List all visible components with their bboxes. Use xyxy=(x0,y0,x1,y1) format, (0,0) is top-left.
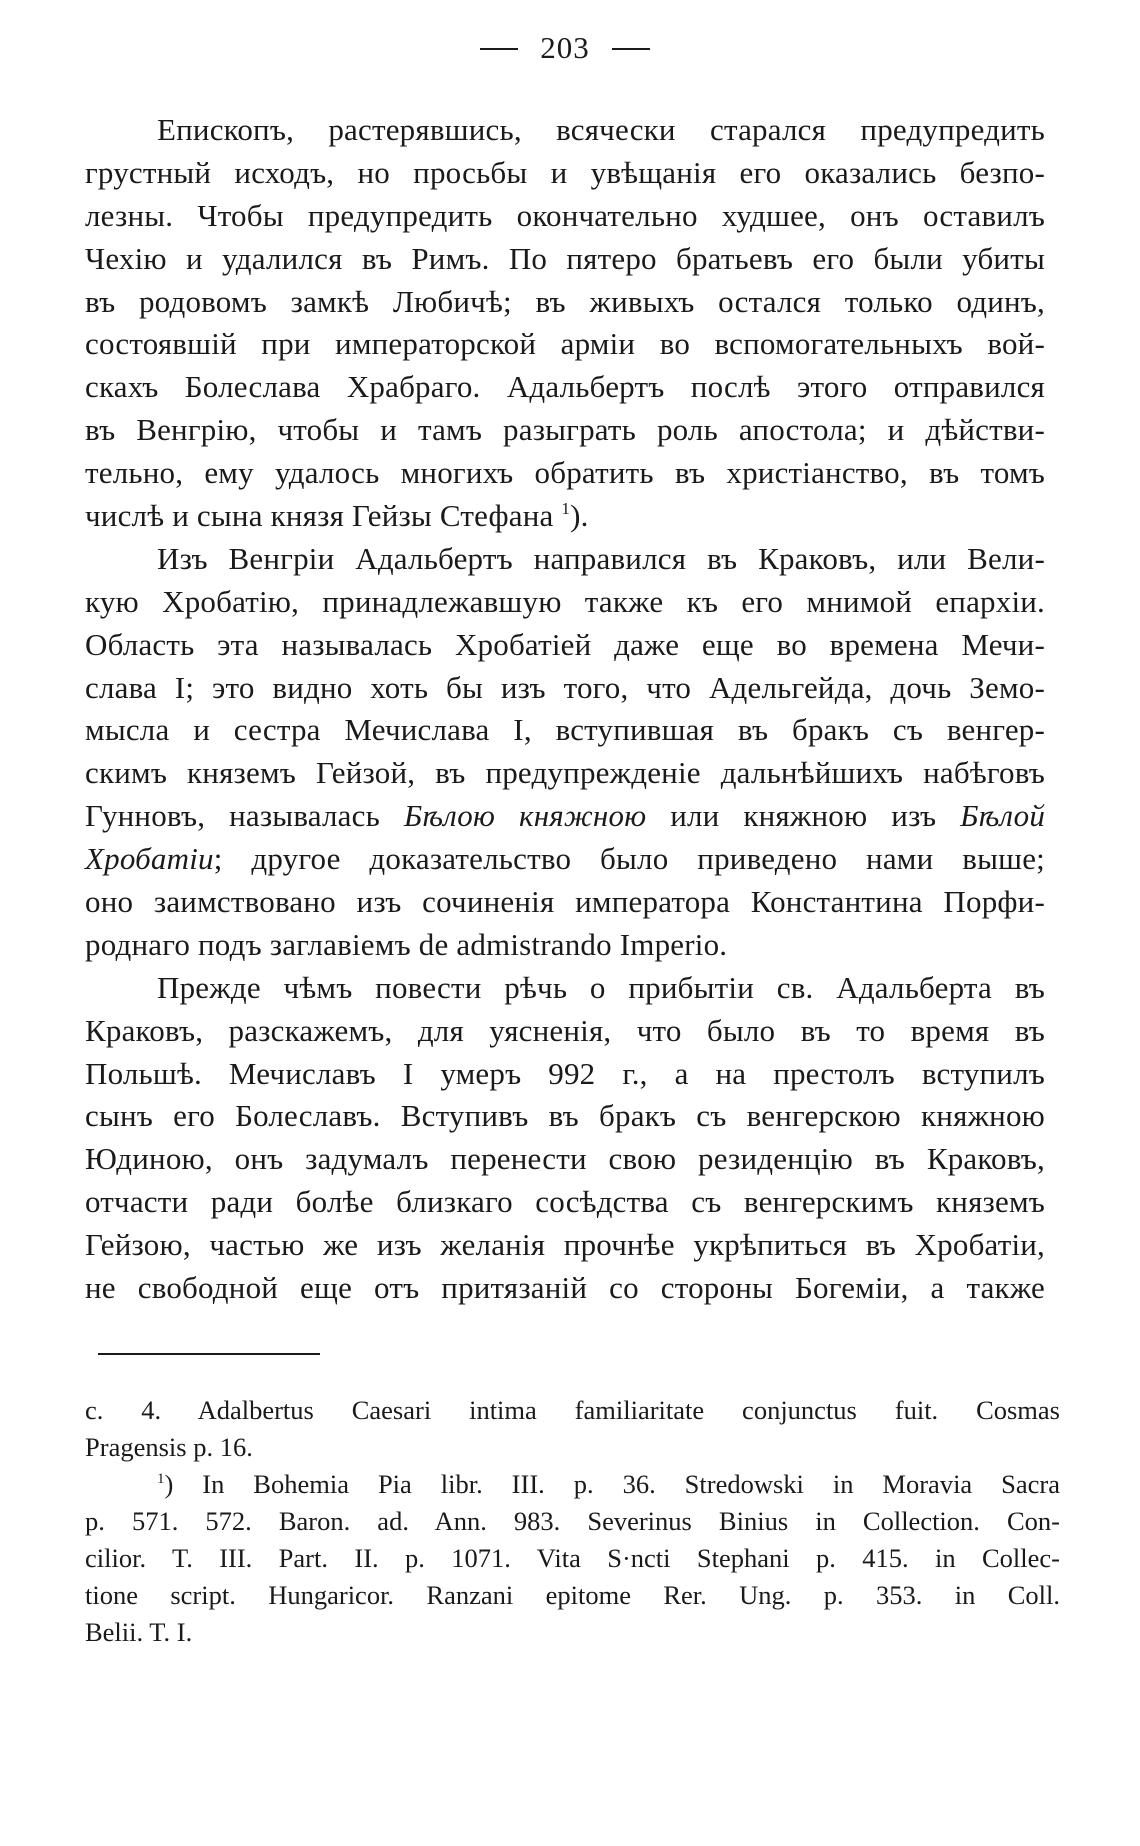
text-line: состоявшій при императорской арміи во вспомогательныхъ вой- xyxy=(85,326,1045,362)
text-line: Польшѣ. Мечиславъ I умеръ 992 г., а на престолъ вступилъ xyxy=(85,1055,1045,1091)
text-line xyxy=(85,838,1045,881)
text-line: сынъ его Болеславъ. Вступивъ въ бракъ съ венгерскою княжною xyxy=(85,1098,1045,1134)
paragraph-1 xyxy=(85,109,1045,538)
text-fragment: ; другое доказательство было приведено нами выше; xyxy=(213,841,1045,877)
left-dash-ornament xyxy=(480,48,518,50)
paragraph-2 xyxy=(85,538,1045,967)
footnote-line: Pragensis p. 16. xyxy=(85,1432,253,1462)
footnote-1 xyxy=(85,1466,1060,1651)
text-line: Область эта называлась Хробатіей даже еще во времена Мечи- xyxy=(85,626,1045,662)
text-line: лезны. Чтобы предупредить окончательно худшее, онъ оставилъ xyxy=(85,197,1045,233)
text-line: грустный исходъ, но просьбы и увѣщанія его оказались безпо- xyxy=(85,154,1045,190)
footnote-reference[interactable]: 1 xyxy=(561,499,571,519)
text-line: скимъ княземъ Гейзой, въ предупрежденіе дальнѣйшихъ набѣговъ xyxy=(85,755,1045,791)
footnote-separator-rule xyxy=(98,1353,320,1355)
text-line: не свободной еще отъ притязаній со стороны Богеміи, а также xyxy=(85,1270,1045,1306)
text-line: кую Хробатію, принадлежавшую также къ его мнимой епархіи. xyxy=(85,583,1045,619)
text-line: тельно, ему удалось многихъ обратить въ христіанство, въ томъ xyxy=(85,455,1045,491)
right-dash-ornament xyxy=(612,48,650,50)
text-line: мысла и сестра Мечислава I, вступившая въ бракъ съ венгер- xyxy=(85,712,1045,748)
text-line: Епископъ, растерявшись, всячески старался предупредить xyxy=(157,112,1045,147)
footnote-continuation xyxy=(85,1392,1060,1466)
footnote-line: c. 4. Adalbertus Caesari intima familiaritate conjunctus fuit. Cosmas xyxy=(85,1395,1060,1425)
footnote-marker: 1 xyxy=(157,1471,165,1487)
footnotes xyxy=(85,1392,1060,1651)
text-line: Чехію и удалился въ Римъ. По пятеро братьевъ его были убиты xyxy=(85,240,1045,276)
page-number-header xyxy=(0,28,1130,68)
text-line: въ родовомъ замкѣ Любичѣ; въ живыхъ остался только одинъ, xyxy=(85,283,1045,319)
text-line: скахъ Болеслава Храбраго. Адальбертъ послѣ этого отправился xyxy=(85,369,1045,405)
text-line: Изъ Венгріи Адальбертъ направился въ Краковъ, или Вели- xyxy=(157,540,1045,576)
text-line: Прежде чѣмъ повести рѣчь о прибытіи св. Адальберта въ xyxy=(157,969,1045,1005)
text-line: Юдиною, онъ задумалъ перенести свою резиденцію въ Краковъ, xyxy=(85,1141,1045,1177)
text-fragment: ). xyxy=(570,498,589,534)
text-line xyxy=(85,795,1045,838)
footnote-line xyxy=(85,1466,1060,1503)
page-number: 203 xyxy=(540,30,590,65)
main-text xyxy=(85,109,1045,1310)
footnote-line: cilior. T. III. Part. II. p. 1071. Vita S·ncti Stephani p. 415. in Collec- xyxy=(85,1543,1060,1573)
footnote-line: p. 571. 572. Baron. ad. Ann. 983. Severinus Binius in Collection. Con- xyxy=(85,1506,1060,1536)
text-line: слава I; это видно хоть бы изъ того, что Адельгейда, дочь Земо- xyxy=(85,669,1045,705)
text-line: Гейзою, частью же изъ желанія прочнѣе укрѣпиться въ Хробатіи, xyxy=(85,1227,1045,1263)
italic-phrase: Бѣлою княжною xyxy=(403,798,647,834)
footnote-line: Belii. T. I. xyxy=(85,1617,193,1647)
footnote-line: tione script. Hungaricor. Ranzani epitome Rer. Ung. p. 353. in Coll. xyxy=(85,1580,1060,1610)
text-line: въ Венгрію, чтобы и тамъ разыграть роль апостола; и дѣйстви- xyxy=(85,412,1045,448)
text-fragment: ) In Bohemia Pia libr. III. p. 36. Stredowski in Moravia Sacra xyxy=(164,1469,1060,1499)
text-fragment: или княжною изъ xyxy=(646,798,961,834)
text-fragment: числѣ и сына князя Гейзы Стефана xyxy=(85,498,554,534)
text-line: оно заимствовано изъ сочиненія императора Константина Порфи- xyxy=(85,884,1045,920)
text-line xyxy=(85,495,1045,538)
text-fragment: Гунновъ, называлась xyxy=(85,798,404,834)
italic-phrase: Хробатіи xyxy=(85,841,214,877)
text-line: отчасти ради болѣе близкаго сосѣдства съ венгерскимъ княземъ xyxy=(85,1184,1045,1220)
text-line: роднаго подъ заглавіемъ de admistrando Imperio. xyxy=(85,926,728,962)
italic-phrase: Бѣлой xyxy=(960,798,1046,834)
paragraph-3 xyxy=(85,967,1045,1310)
text-line: Краковъ, разскажемъ, для уясненія, что было въ то время въ xyxy=(85,1012,1045,1048)
